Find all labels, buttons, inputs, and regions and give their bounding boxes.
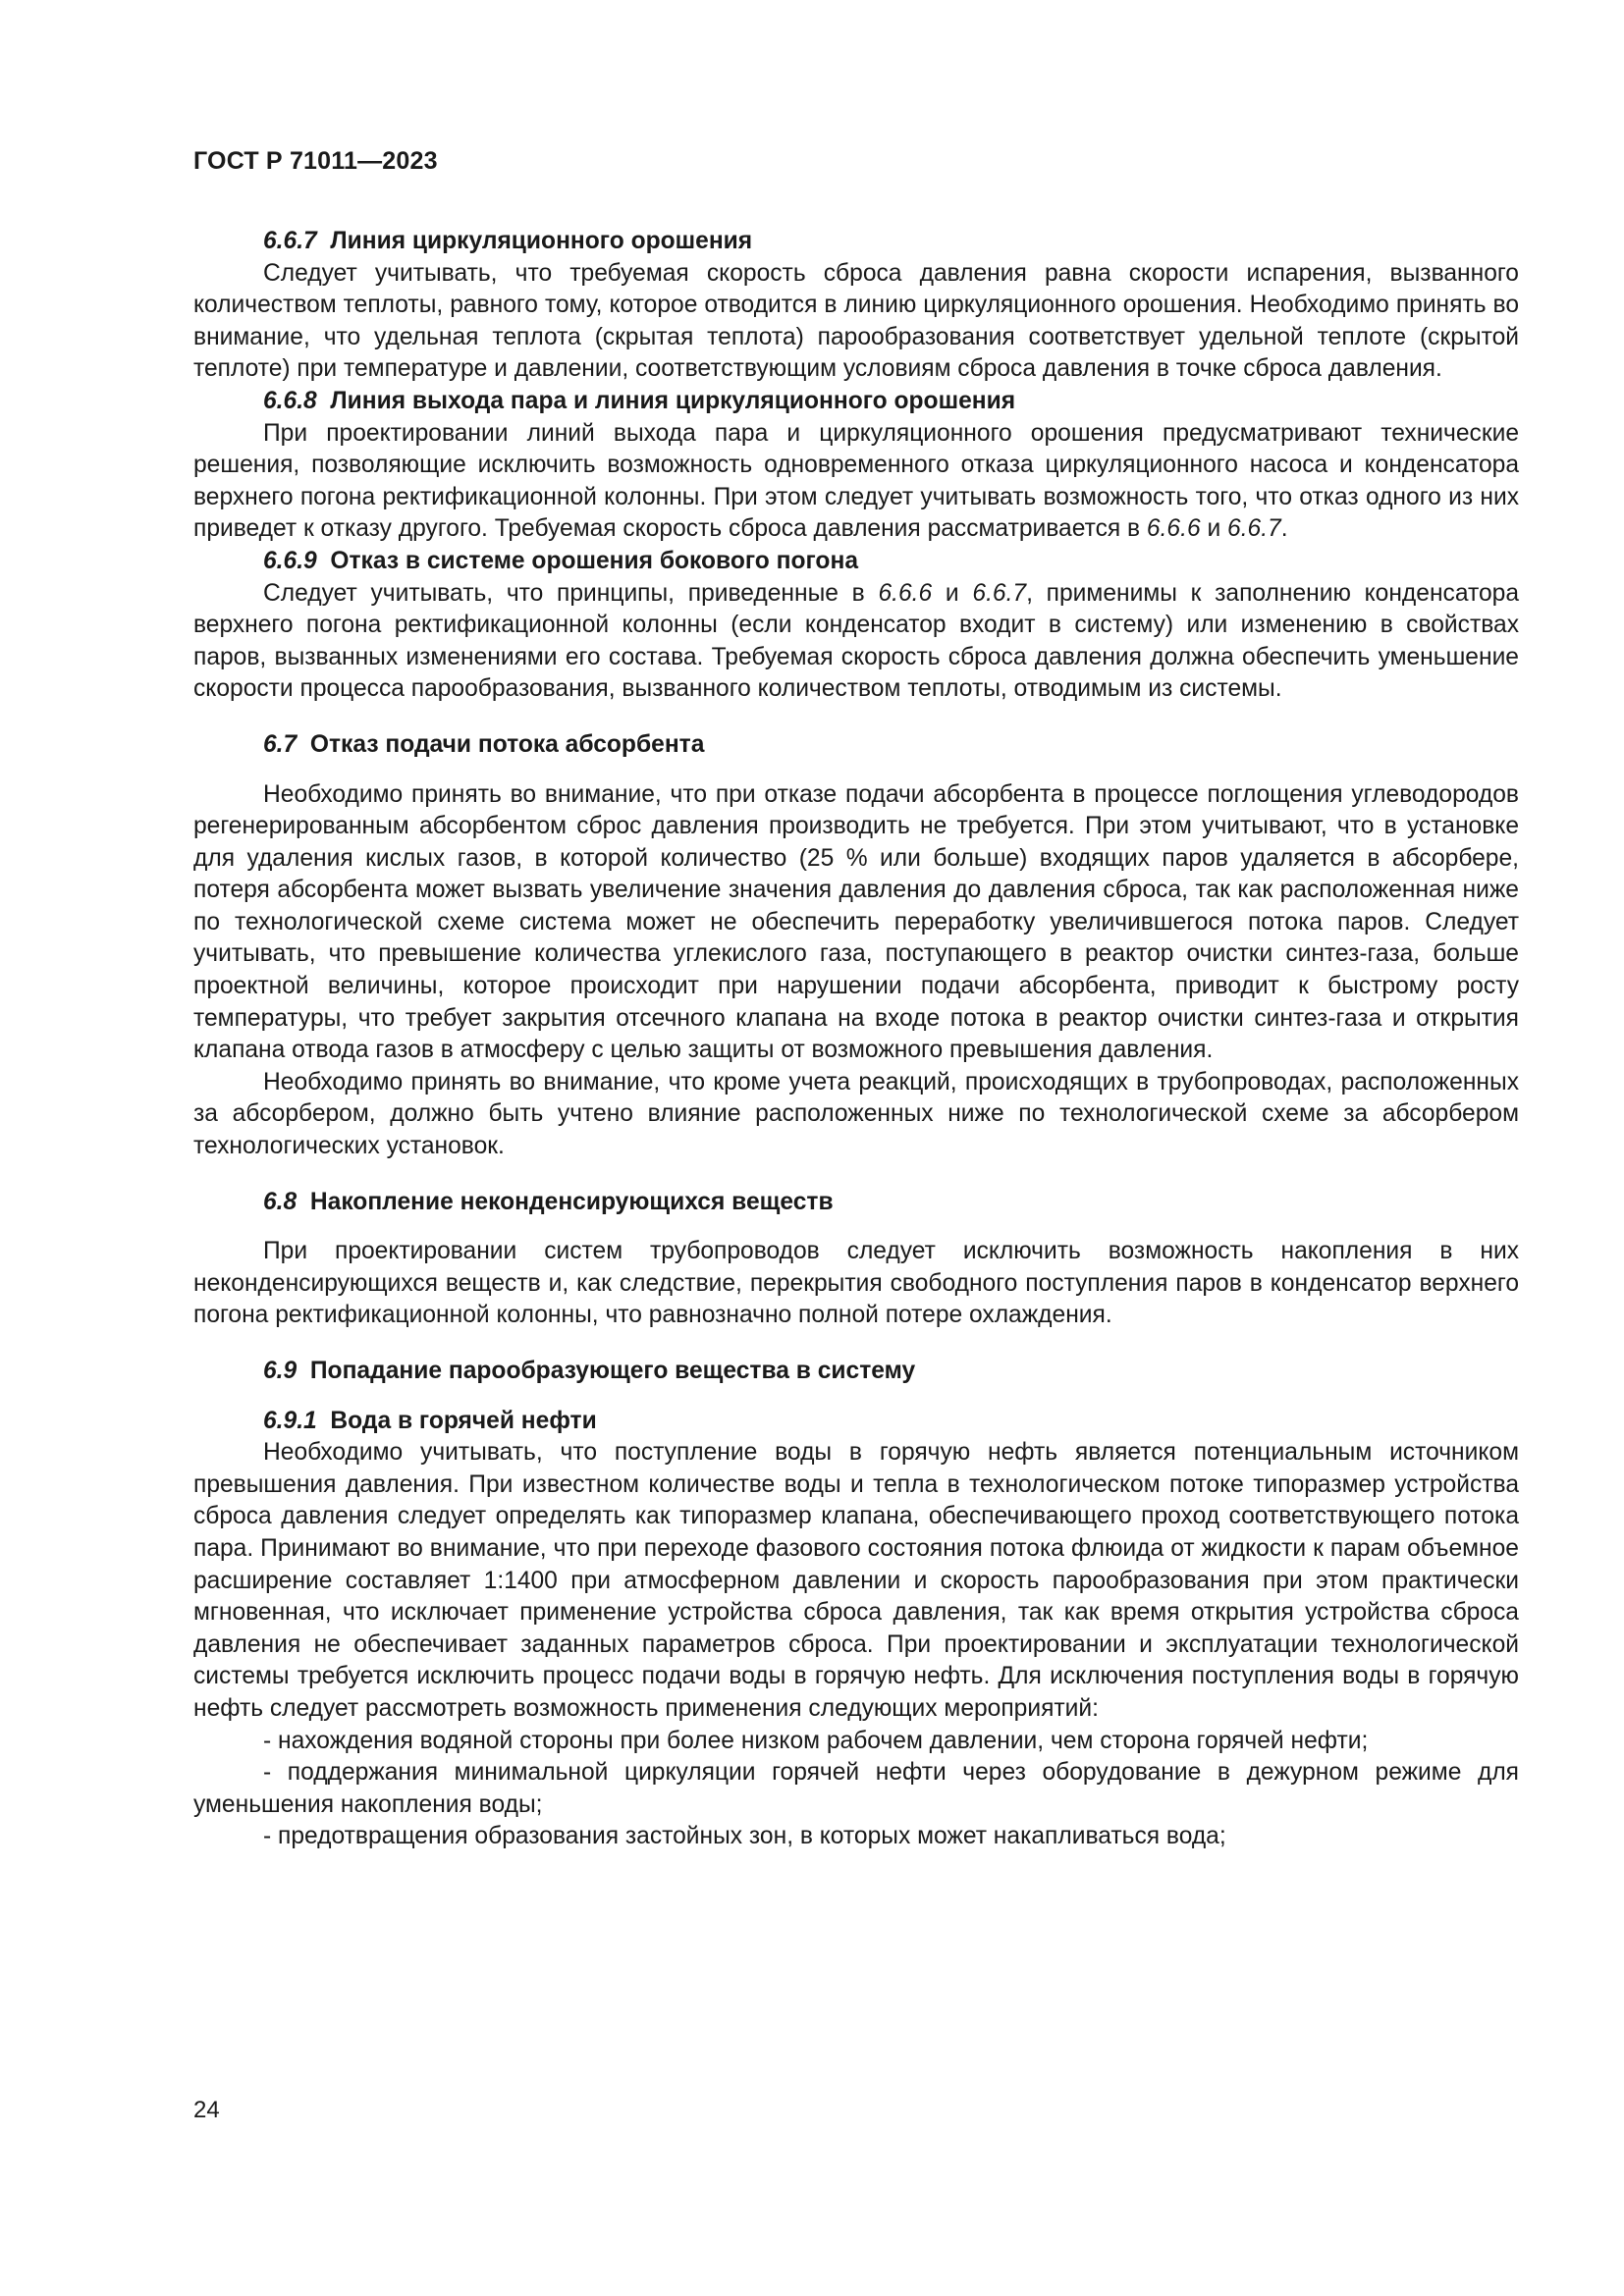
paragraph: При проектировании систем трубопроводов следует исключить возможность накопления в них неконденсирующихся веществ и, как следствие, перекрытия свободного поступления паров в конденсатор верхнего погона ректификационной колонны, что равнозначно полной потере охлаждения. (193, 1238, 1519, 1329)
list-item: - предотвращения образования застойных зон, в которых может накапливаться вода; (263, 1823, 1226, 1850)
section-heading-6-6-7: 6.6.7 Линия циркуляционного орошения (263, 228, 753, 254)
section-heading-6-9: 6.9 Попадание парообразующего вещества в систему (263, 1358, 916, 1384)
paragraph: Необходимо принять во внимание, что при отказе подачи абсорбента в процессе поглощения углеводородов регенерированным абсорбентом сброс давления производить не требуется. При этом учитывают, что в установке для удаления кислых газов, в которой количество (25 % или больше) входящих паров удаляется в абсорбере, потеря абсорбента может вызвать увеличение значения давления до давления сброса, так как расположенная ниже по технологической схеме система может не обеспечить переработку увеличившегося потока паров. Следует учитывать, что превышение количества углекислого газа, поступающего в реактор очистки синтез-газа, больше проектной величины, которое происходит при нарушении подачи абсорбента, приводит к быстрому росту температуры, что требует закрытия отсечного клапана на входе потока в реактор очистки синтез-газа и открытия клапана отвода газов в атмосферу с целью защиты от возможного превышения давления. (193, 780, 1519, 1064)
list-item: - нахождения водяной стороны при более низком рабочем давлении, чем сторона горячей нефти; (263, 1727, 1369, 1754)
document-body (193, 226, 1519, 1853)
document-header: ГОСТ Р 71011—2023 (193, 147, 438, 175)
section-heading-6-8: 6.8 Накопление неконденсирующихся веществ (263, 1188, 834, 1215)
page-number: 24 (193, 2097, 220, 2123)
clause-reference: 6.6.7 (1227, 515, 1281, 543)
clause-reference: 6.6.7 (972, 579, 1027, 607)
section-heading-6-6-9: 6.6.9 Отказ в системе орошения бокового погона (263, 547, 858, 574)
clause-reference: 6.6.6 (878, 579, 933, 607)
section-heading-6-7: 6.7 Отказ подачи потока абсорбента (263, 730, 705, 758)
section-heading-6-6-8: 6.6.8 Линия выхода пара и линия циркуляционного орошения (263, 387, 1016, 414)
paragraph: При проектировании линий выхода пара и циркуляционного орошения предусматривают технические решения, позволяющие исключить возможность одновременного отказа циркуляционного насоса и конденсатора верхнего погона ректификационной колонны. При этом следует учитывать возможность того, что отказ одного из них приведет к отказу другого. Требуемая скорость сброса давления рассматривается в 6.6.6 и 6.6.7. (193, 419, 1519, 543)
paragraph: Следует учитывать, что требуемая скорость сброса давления равна скорости испарения, вызванного количеством теплоты, равного тому, которое отводится в линию циркуляционного орошения. Необходимо принять во внимание, что удельная теплота (скрытая теплота) парообразования соответствует удельной теплоте (скрытой теплоте) при температуре и давлении, соответствующим условиям сброса давления в точке сброса давления. (193, 259, 1519, 383)
list-item: - поддержания минимальной циркуляции горячей нефти через оборудование в дежурном режиме для уменьшения накопления воды; (193, 1759, 1519, 1818)
paragraph: Следует учитывать, что принципы, приведенные в 6.6.6 и 6.6.7, применимы к заполнению конденсатора верхнего погона ректификационной колонны (если конденсатор входит в систему) или изменению в свойствах паров, вызванных изменениями его состава. Требуемая скорость сброса давления должна обеспечить уменьшение скорости процесса парообразования, вызванного количеством теплоты, отводимым из системы. (193, 579, 1520, 703)
section-heading-6-9-1: 6.9.1 Вода в горячей нефти (263, 1407, 597, 1434)
paragraph: Необходимо учитывать, что поступление воды в горячую нефть является потенциальным источником превышения давления. При известном количестве воды и тепла в технологическом потоке типоразмер устройства сброса давления следует определять как типоразмер клапана, обеспечивающего проход соответствующего потока пара. Принимают во внимание, что при переходе фазового состояния потока флюида от жидкости к парам объемное расширение составляет 1:1400 при атмосферном давлении и скорость парообразования при этом практически мгновенная, что исключает применение устройства сброса давления, так как время открытия устройства сброса давления не обеспечивает заданных параметров сброса. При проектировании и эксплуатации технологической системы требуется исключить процесс подачи воды в горячую нефть. Для исключения поступления воды в горячую нефть следует рассмотреть возможность применения следующих мероприятий: (193, 1439, 1519, 1722)
clause-reference: 6.6.6 (1146, 515, 1201, 543)
paragraph: Необходимо принять во внимание, что кроме учета реакций, происходящих в трубопроводах, расположенных за абсорбером, должно быть учтено влияние расположенных ниже по технологической схеме за абсорбером технологических установок. (193, 1068, 1519, 1160)
